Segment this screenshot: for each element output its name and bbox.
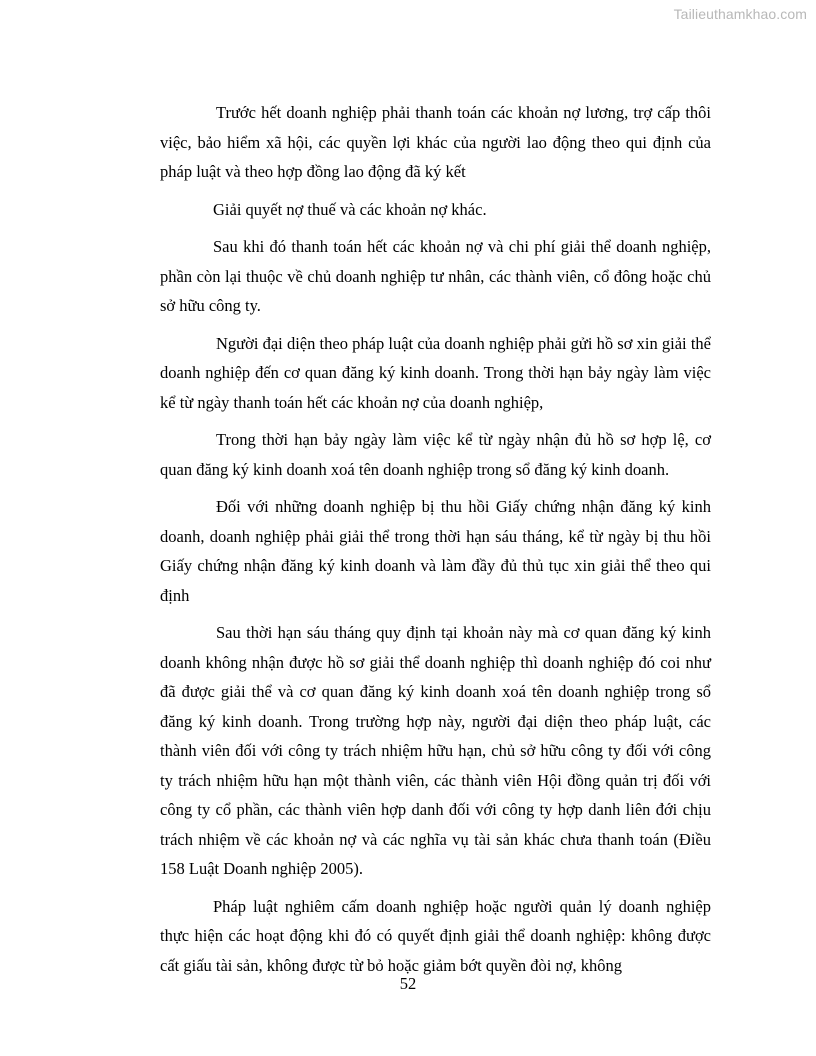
paragraph-4: Người đại diện theo pháp luật của doanh nghiệp phải gửi hồ sơ xin giải thể doanh nghiệp đến cơ quan đăng ký kinh doanh. Trong thời hạn bảy ngày làm việc kể từ ngày thanh toán hết các khoản nợ của doanh nghiệp,	[160, 333, 711, 412]
paragraph-7: Sau thời hạn sáu tháng quy định tại khoản này mà cơ quan đăng ký kinh doanh không nhận được hồ sơ giải thể doanh nghiệp thì doanh nghiệp đó coi như đã được giải thể và cơ quan đăng ký kinh doanh xoá tên doanh nghiệp trong sổ đăng ký kinh doanh. Trong trường hợp này, người đại diện theo pháp luật, các thành viên đối với công ty trách nhiệm hữu hạn, chủ sở hữu công ty đối với công ty trách nhiệm hữu hạn một thành viên, các thành viên Hội đồng quản trị đối với công ty cổ phần, các thành viên hợp danh đối với công ty hợp danh liên đới chịu trách nhiệm về các khoản nợ và các nghĩa vụ tài sản khác chưa thanh toán (Điều 158 Luật Doanh nghiệp 2005).	[160, 623, 711, 878]
document-body	[160, 98, 711, 988]
paragraph-6: Đối với những doanh nghiệp bị thu hồi Giấy chứng nhận đăng ký kinh doanh, doanh nghiệp phải giải thể trong thời hạn sáu tháng, kể từ ngày bị thu hồi Giấy chứng nhận đăng ký kinh doanh và làm đầy đủ thủ tục xin giải thể theo qui định	[160, 497, 711, 605]
paragraph-3: Sau khi đó thanh toán hết các khoản nợ và chi phí giải thể doanh nghiệp, phần còn lại thuộc về chủ doanh nghiệp tư nhân, các thành viên, cổ đông hoặc chủ sở hữu công ty.	[160, 237, 711, 315]
page-number: 52	[399, 974, 417, 993]
paragraph-1: Trước hết doanh nghiệp phải thanh toán các khoản nợ lương, trợ cấp thôi việc, bảo hiểm xã hội, các quyền lợi khác của người lao động theo qui định của pháp luật và theo hợp đồng lao động đã ký kết	[160, 103, 711, 181]
paragraph-5: Trong thời hạn bảy ngày làm việc kể từ ngày nhận đủ hồ sơ hợp lệ, cơ quan đăng ký kinh doanh xoá tên doanh nghiệp trong sổ đăng ký kinh doanh.	[160, 430, 711, 479]
watermark: Tailieuthamkhao.com	[673, 6, 807, 22]
paragraph-2: Giải quyết nợ thuế và các khoản nợ khác.	[213, 199, 487, 219]
paragraph-8: Pháp luật nghiêm cấm doanh nghiệp hoặc người quản lý doanh nghiệp thực hiện các hoạt động khi đó có quyết định giải thể doanh nghiệp: không được cất giấu tài sản, không được từ bỏ hoặc giảm bớt quyền đòi nợ, không	[160, 896, 711, 975]
